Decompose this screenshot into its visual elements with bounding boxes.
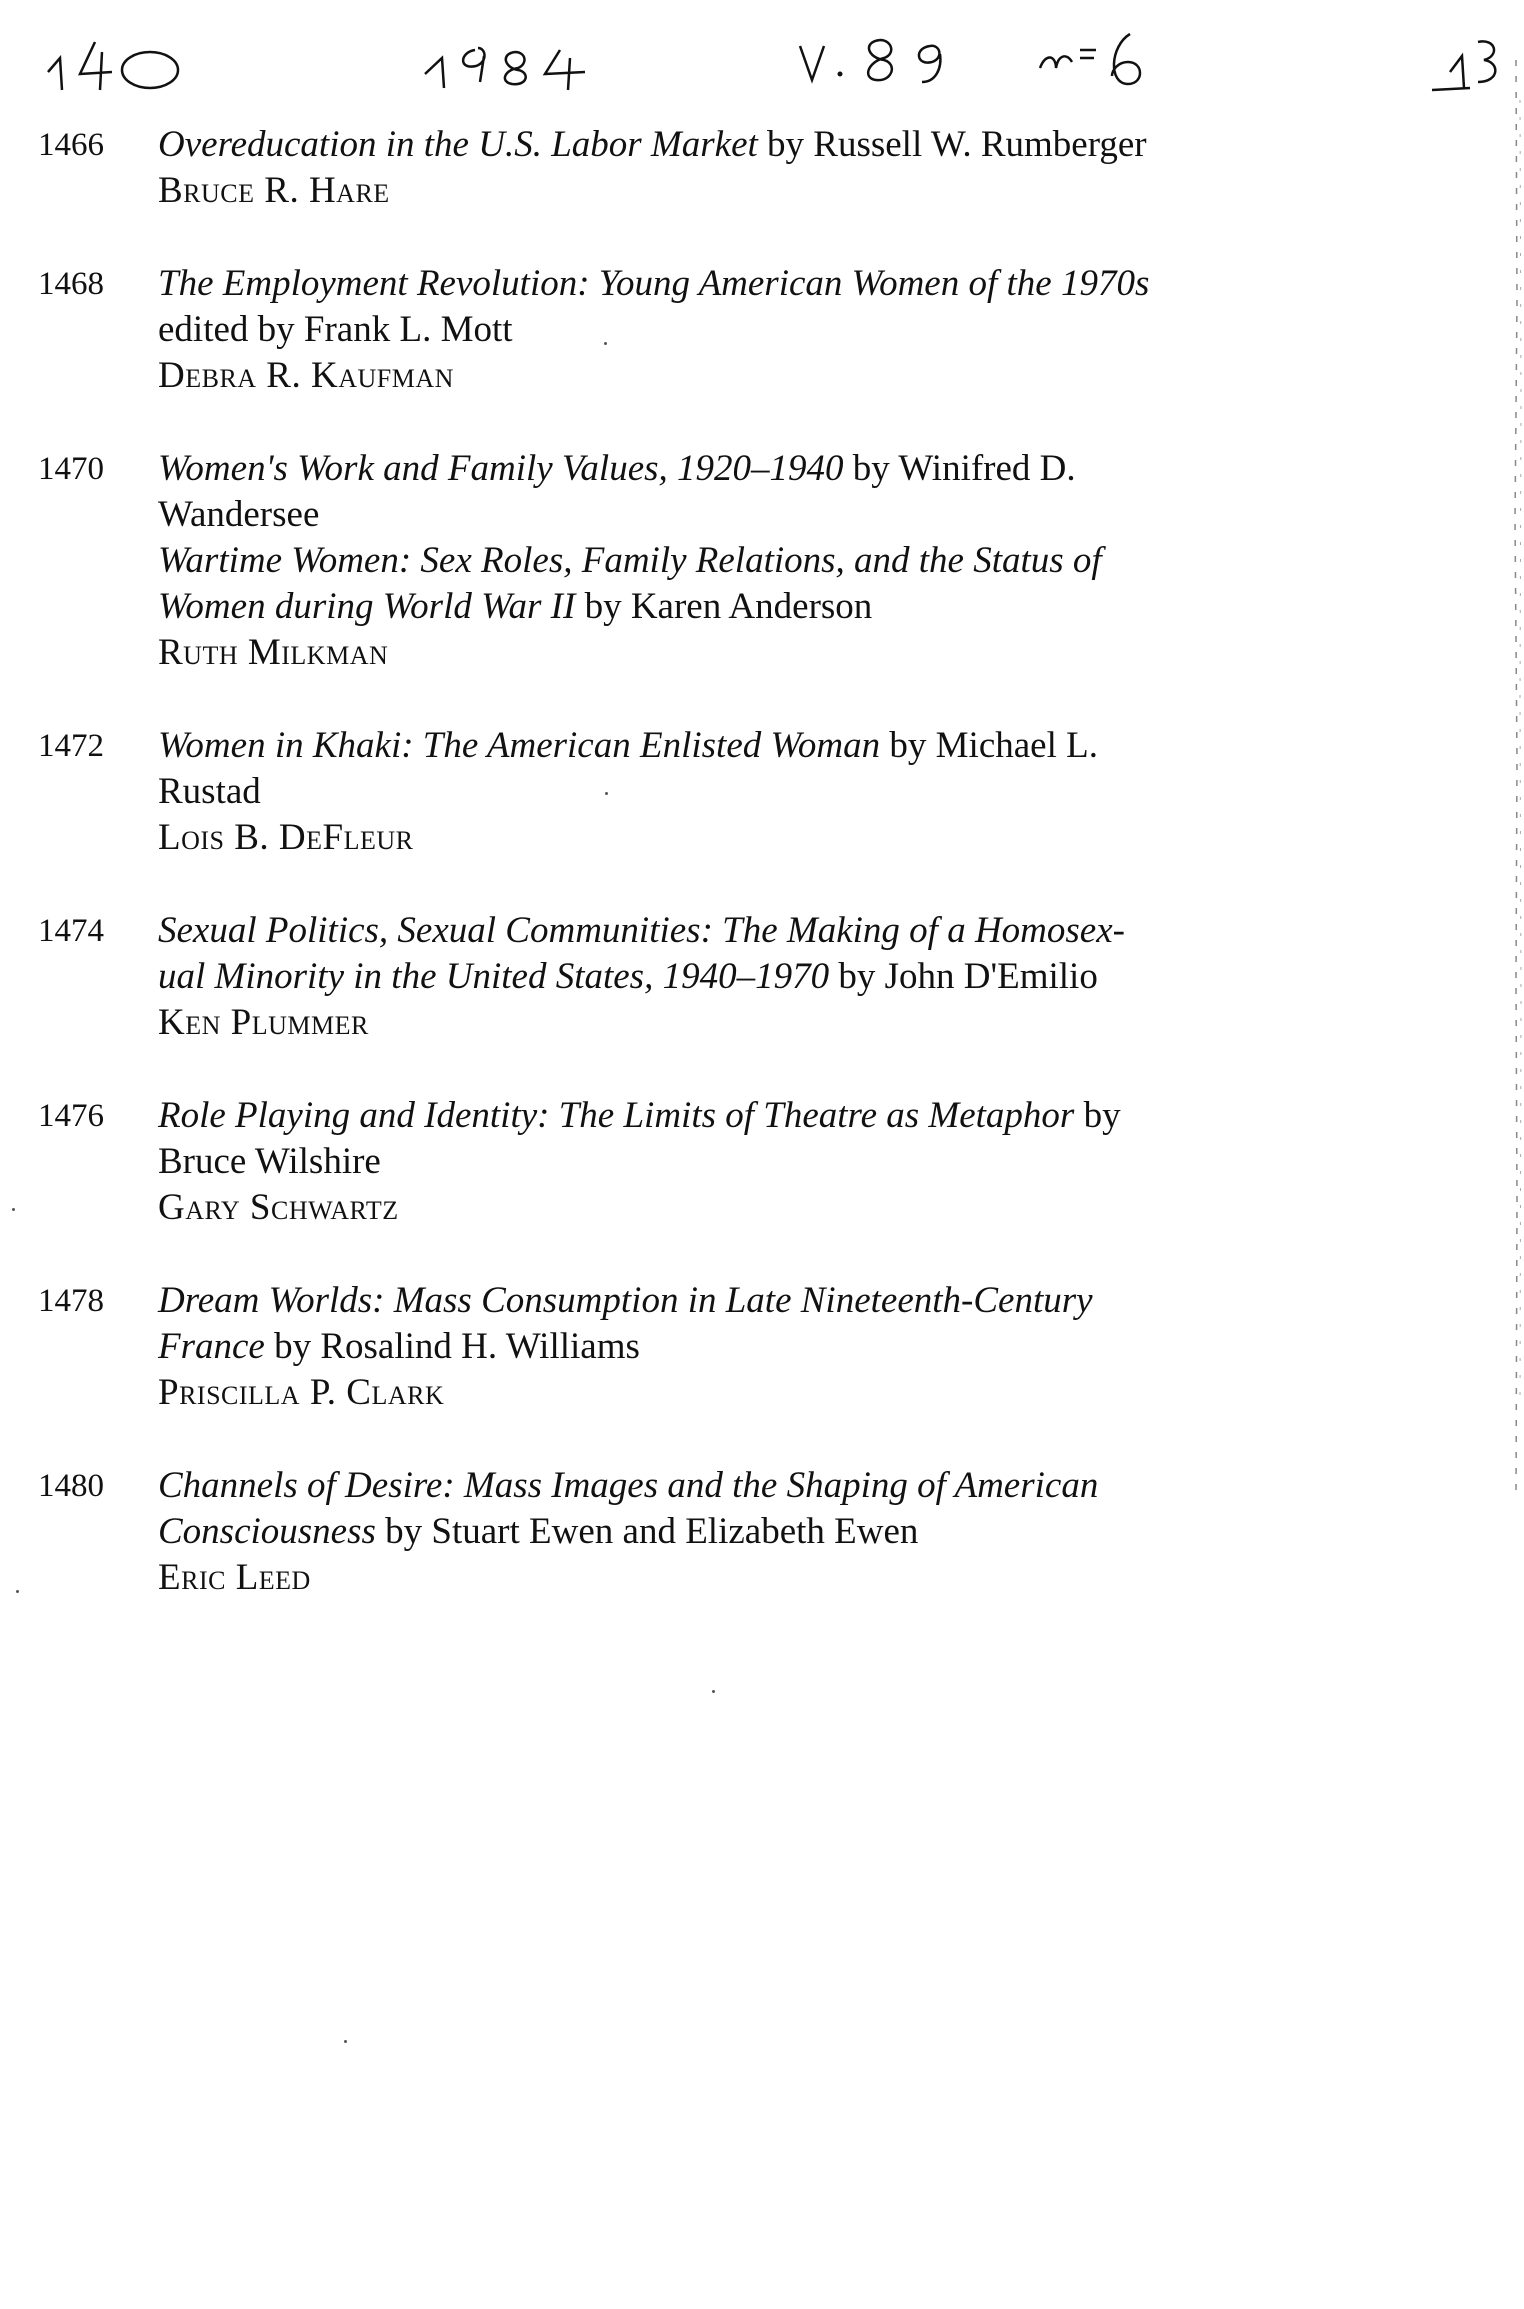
scan-speck [16, 1590, 19, 1593]
handwritten-annotation [0, 12, 1524, 102]
book-title: Dream Worlds: Mass Consumption in Late Nineteenth-Century [158, 1280, 1093, 1321]
entry-body [158, 122, 1333, 214]
review-entry [38, 446, 1338, 676]
entry-body [158, 908, 1333, 1046]
entry-body [158, 723, 1333, 861]
book-title: Women during World War II [158, 586, 576, 627]
entry-body [158, 1463, 1333, 1601]
entry-page-number: 1472 [38, 728, 104, 764]
reviewer-name: Debra R. Kaufman [158, 355, 454, 396]
reviewer-name: Gary Schwartz [158, 1187, 399, 1228]
entry-body [158, 261, 1333, 399]
book-title: Channels of Desire: Mass Images and the Shaping of American [158, 1465, 1099, 1506]
book-title: Role Playing and Identity: The Limits of Theatre as Metaphor [158, 1095, 1075, 1136]
scan-speck [605, 792, 608, 795]
reviewer-name: Ken Plummer [158, 1002, 369, 1043]
book-citation-line [158, 584, 1333, 630]
book-title: Women in Khaki: The American Enlisted Woman [158, 725, 881, 766]
handwritten-140 [48, 42, 178, 90]
book-author: by Michael L. [880, 725, 1098, 766]
book-author: Bruce Wilshire [158, 1141, 381, 1182]
handwritten-no6 [1040, 34, 1140, 84]
reviewer-name: Lois B. DeFleur [158, 817, 414, 858]
book-citation-line [158, 261, 1333, 307]
review-entry [38, 1463, 1338, 1601]
book-author: by Karen Anderson [575, 586, 873, 627]
book-title: ual Minority in the United States, 1940–1970 [158, 956, 830, 997]
handwritten-v89 [800, 40, 940, 82]
reviewer-name: Ruth Milkman [158, 632, 389, 673]
book-citation-line [158, 723, 1333, 769]
book-citation-line [158, 1463, 1333, 1509]
book-citation-line [158, 307, 1333, 353]
book-author: by Rosalind H. Williams [264, 1326, 640, 1367]
book-author: Rustad [158, 771, 261, 812]
scan-speck [604, 342, 607, 345]
book-author: edited by Frank L. Mott [158, 309, 513, 350]
book-citation-line [158, 538, 1333, 584]
book-citation-line [158, 1093, 1333, 1139]
review-entry [38, 723, 1338, 861]
review-entry [38, 1093, 1338, 1231]
book-author: Wandersee [158, 494, 320, 535]
book-title: Women's Work and Family Values, 1920–1940 [158, 448, 844, 489]
entry-page-number: 1474 [38, 913, 104, 949]
book-title: The Employment Revolution: Young American Women of the 1970s [158, 263, 1150, 304]
book-title: Wartime Women: Sex Roles, Family Relations, and the Status of [158, 540, 1102, 581]
scan-speck [712, 1690, 715, 1693]
entry-page-number: 1470 [38, 451, 104, 487]
page-edge-scan-artifact [1502, 0, 1524, 1600]
book-title: France [158, 1326, 265, 1367]
book-title: Overeducation in the U.S. Labor Market [158, 124, 758, 165]
book-citation-line [158, 954, 1333, 1000]
review-entry [38, 908, 1338, 1046]
book-author: by Russell W. Rumberger [757, 124, 1147, 165]
reviewer-name: Bruce R. Hare [158, 170, 390, 211]
book-author: by Winifred D. [843, 448, 1076, 489]
entry-body [158, 446, 1333, 676]
entry-page-number: 1480 [38, 1468, 104, 1504]
book-citation-line [158, 1509, 1333, 1555]
book-citation-line [158, 769, 1333, 815]
book-citation-line [158, 122, 1333, 168]
entry-page-number: 1476 [38, 1098, 104, 1134]
entry-page-number: 1478 [38, 1283, 104, 1319]
entry-page-number: 1468 [38, 266, 104, 302]
book-author: by Stuart Ewen and Elizabeth Ewen [375, 1511, 919, 1552]
book-title: Sexual Politics, Sexual Communities: The Making of a Homosex- [158, 910, 1125, 951]
handwritten-1984 [425, 48, 585, 90]
book-citation-line [158, 1139, 1333, 1185]
entry-body [158, 1093, 1333, 1231]
book-author: by John D'Emilio [829, 956, 1098, 997]
book-author: by [1074, 1095, 1121, 1136]
book-citation-line [158, 908, 1333, 954]
entry-body [158, 1278, 1333, 1416]
reviewer-name: Eric Leed [158, 1557, 311, 1598]
book-citation-line [158, 446, 1333, 492]
scan-speck [12, 1208, 15, 1211]
review-entry [38, 261, 1338, 399]
book-title: Consciousness [158, 1511, 376, 1552]
review-list [38, 122, 1338, 1648]
scan-edge-noise [1502, 0, 1524, 1600]
book-citation-line [158, 1324, 1333, 1370]
book-citation-line [158, 1278, 1333, 1324]
handwritten-notes-drawing [0, 12, 1524, 102]
reviewer-name: Priscilla P. Clark [158, 1372, 445, 1413]
scan-speck [344, 2040, 347, 2043]
entry-page-number: 1466 [38, 127, 104, 163]
review-entry [38, 1278, 1338, 1416]
book-citation-line [158, 492, 1333, 538]
review-entry [38, 122, 1338, 214]
handwritten-13 [1432, 41, 1495, 90]
